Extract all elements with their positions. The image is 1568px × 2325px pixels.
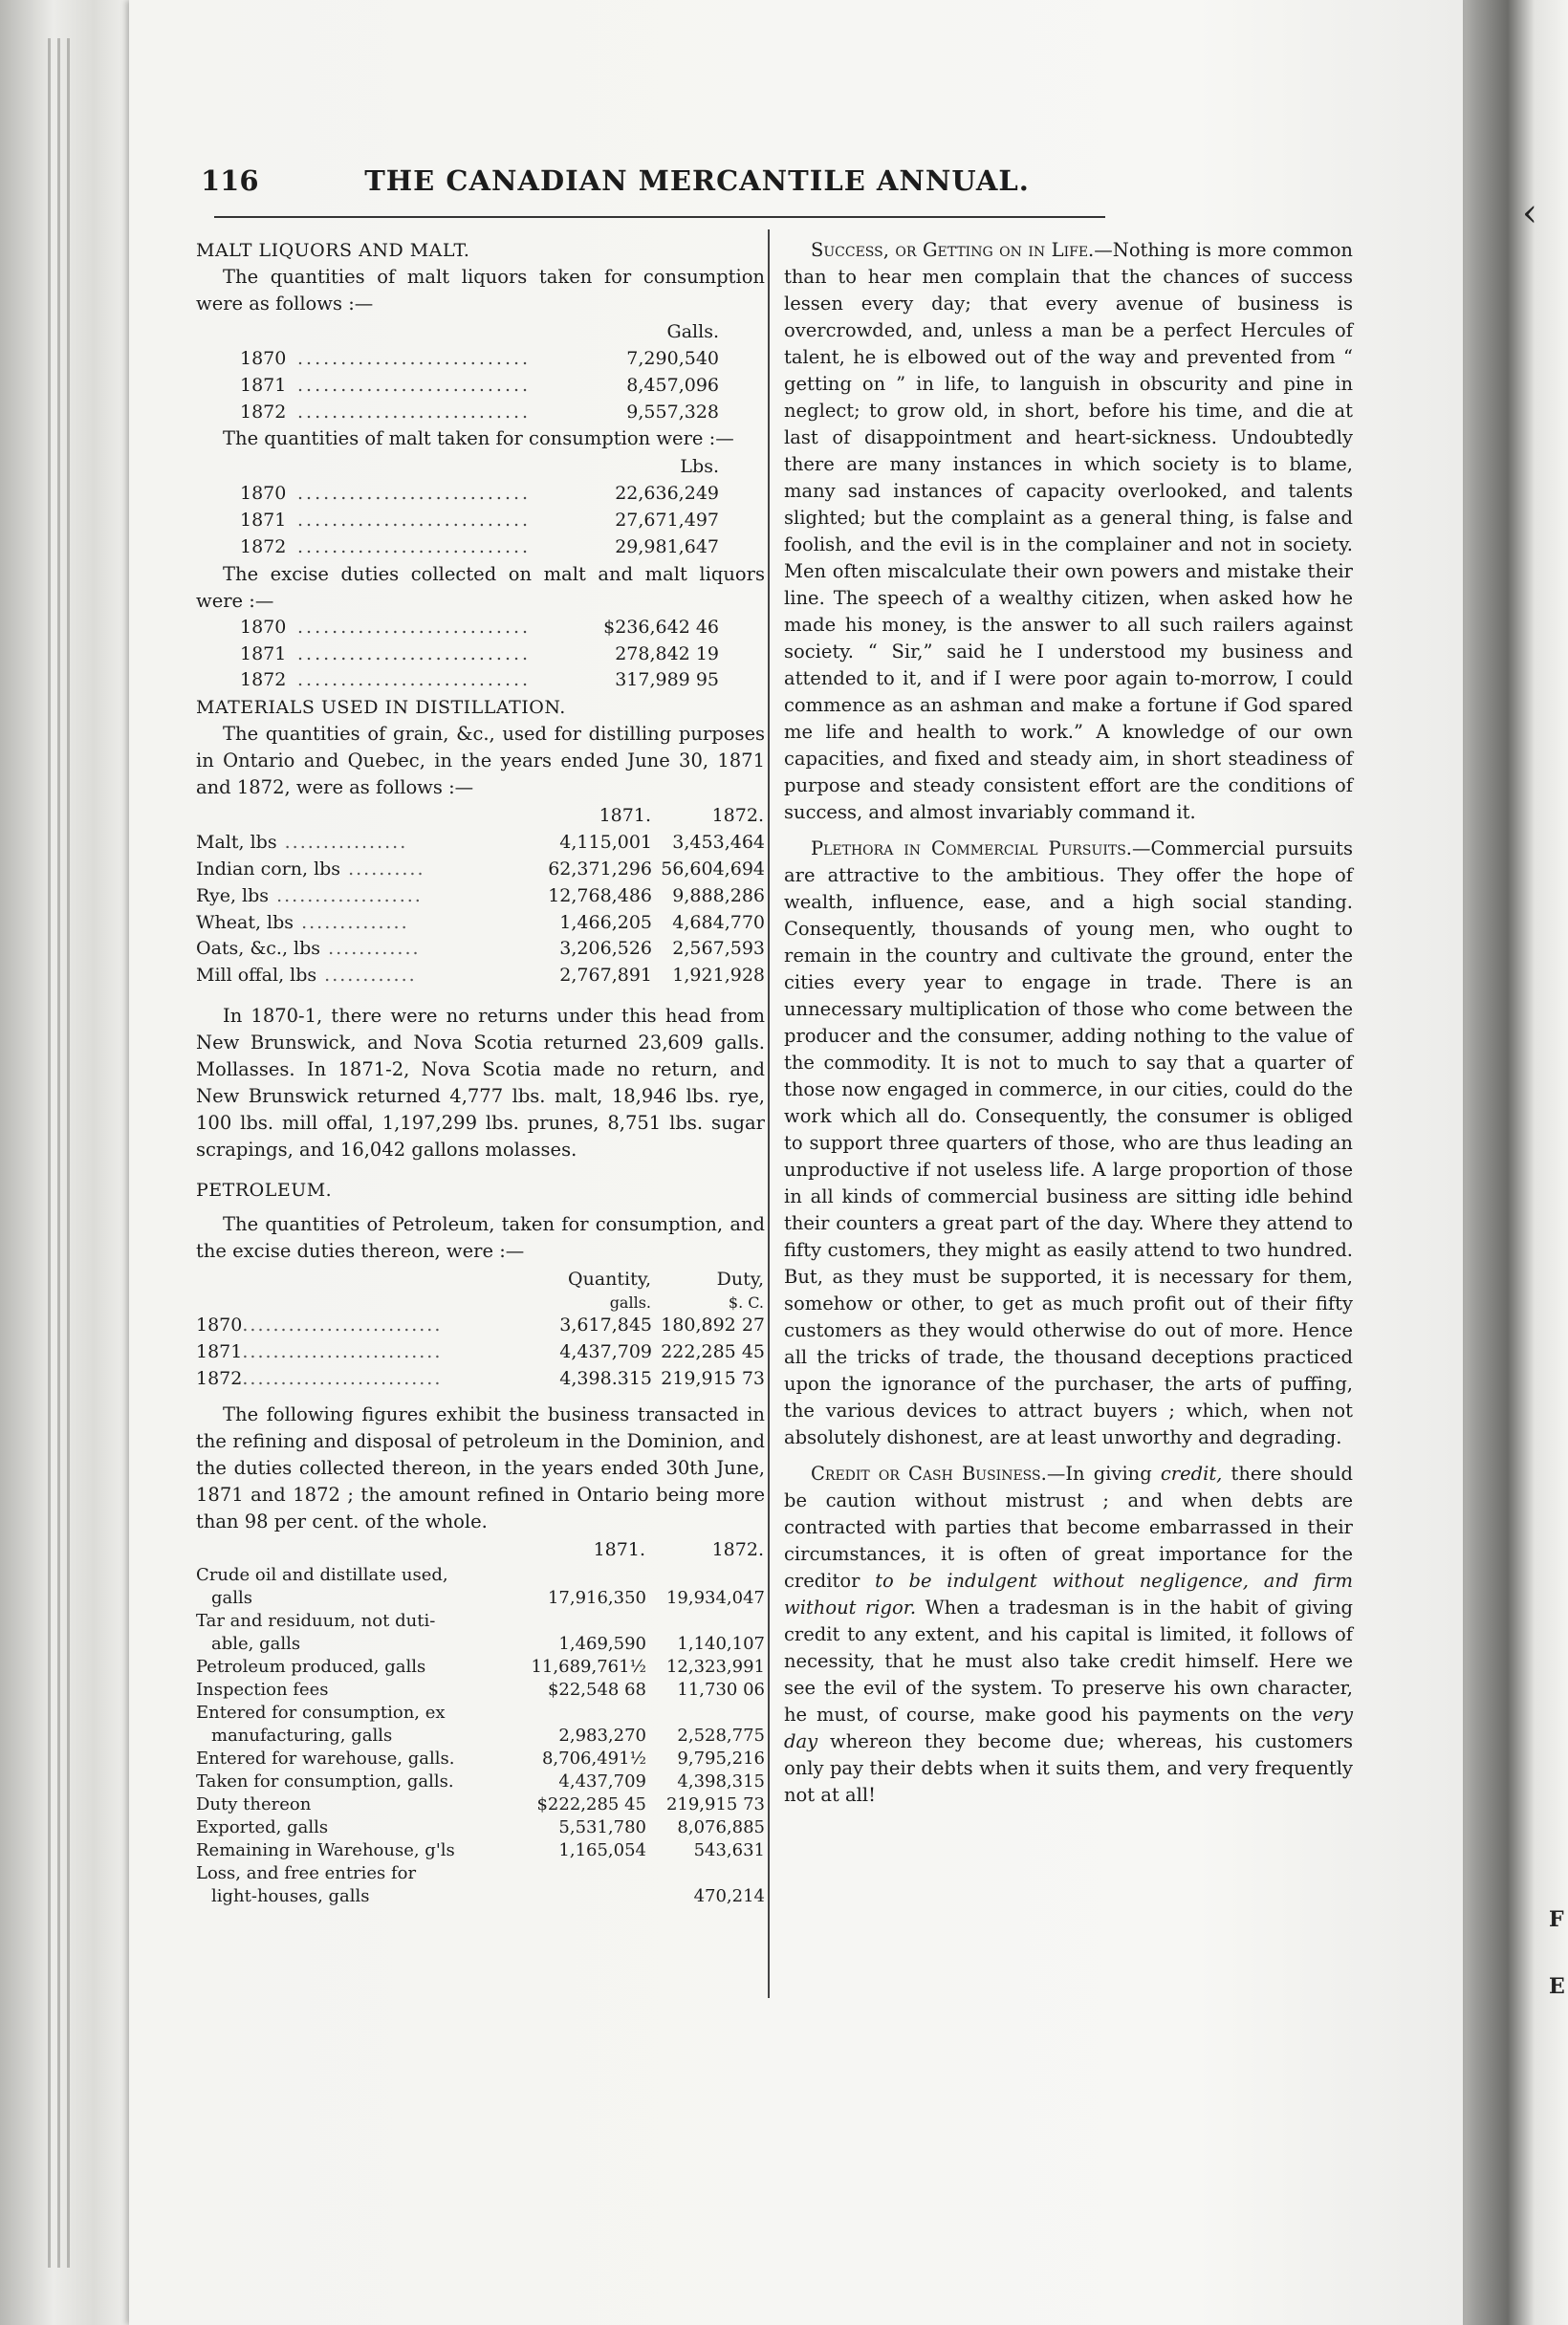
table-row: 1871 ........................... 278,842 19: [240, 642, 719, 664]
right-column: [784, 237, 1353, 1809]
malt-liquors-intro: The quantities of malt liquors taken for consumption were as follows :—: [196, 266, 765, 315]
column-divider: [768, 229, 770, 1998]
page-number: 116: [201, 164, 259, 197]
table-row: 1871 ........................... 27,671,497: [240, 510, 719, 532]
table-row: 1871 ........................... 8,457,096: [240, 374, 719, 396]
left-column: [196, 237, 765, 1908]
table-row: 1870 ........................... 7,290,540: [240, 348, 719, 369]
section-heading-materials: MATERIALS USED IN DISTILLATION.: [196, 697, 566, 719]
column-header: Duty,: [716, 1268, 764, 1290]
table-row: 1872.......................... 4,398.315 219,915 73: [196, 1367, 765, 1389]
table-row: Wheat, lbs .............. 1,466,205 4,684,770: [196, 911, 765, 933]
article-title: Credit or Cash Business.: [811, 1463, 1047, 1485]
table-row: 1870.......................... 3,617,845 180,892 27: [196, 1314, 765, 1336]
refining-table: [196, 1535, 765, 1908]
section-heading-petroleum: PETROLEUM.: [196, 1179, 333, 1201]
petroleum-intro: The quantities of Petroleum, taken for consumption, and the excise duties thereon, were :—: [196, 1212, 765, 1262]
header-rule: [214, 216, 1105, 218]
table-row: Malt, lbs ................ 4,115,001 3,453,464: [196, 832, 765, 854]
unit-label: Galls.: [666, 321, 719, 342]
article-title: Success, or Getting on in Life.: [811, 239, 1095, 261]
column-subheader: galls.: [609, 1293, 651, 1312]
table-row: 1872 ........................... 9,557,328: [240, 401, 719, 423]
table-row: 1870 ........................... $236,642 46: [240, 616, 719, 638]
column-header: 1871.: [593, 1539, 645, 1561]
refining-intro: The following figures exhibit the business transacted in the refining and disposal of petroleum in the Dominion, and the duties collected thereon, in the years ended 30th June, 1871 and 1872 ; the amount refined in Ontario being more than 98 per cent. of the whole.: [196, 1403, 765, 1533]
table-row: Inspection fees $22,548 68 11,730 06: [196, 1680, 765, 1701]
edge-fragment-1: F: [1549, 1907, 1564, 1932]
excise-table: [196, 615, 765, 694]
adjacent-page-edges: [0, 0, 134, 2325]
running-title: THE CANADIAN MERCANTILE ANNUAL.: [364, 164, 1030, 197]
column-header: 1872.: [711, 805, 764, 827]
table-row: 1870 ........................... 22,636,249: [240, 483, 719, 505]
table-row: 1872 ........................... 29,981,647: [240, 535, 719, 557]
table-row: Oats, &c., lbs ............ 3,206,526 2,567,593: [196, 938, 765, 960]
table-row: Loss, and free entries for light-houses, galls 470,214: [196, 1863, 765, 1907]
column-subheader: $. C.: [728, 1293, 764, 1312]
table-row: Entered for warehouse, galls. 8,706,491½ 9,795,216: [196, 1749, 765, 1770]
running-header: [201, 164, 1107, 208]
malt-liquors-table: [196, 317, 765, 425]
article-plethora: Plethora in Commercial Pursuits.—Commercial pursuits are attractive to the ambitious. They offer the hope of wealth, influence, ease, and a high social standing. Consequently, thousands of young men, who ought to remain in the country and cultivate the ground, enter the cities every year to engage in trade. There is an unnecessary multiplication of those who come between the producer and the consumer, adding nothing to the value of the commodity. It is not to much to say that a quarter of those now engaged in commerce, in our cities, could do the work which all do. Consequently, the consumer is obliged to support three quarters of those, who are thus leading an unproductive if not useless life. A large proportion of those in all kinds of commercial business are sitting idle behind their counters a great part of the day. Where they attend to fifty customers, they might as easily attend to two hundred. But, as they must be supported, it is necessary for them, somehow or other, to get as much profit out of their fifty customers as they would otherwise do out of more. Hence all the tricks of trade, the thousand deceptions practiced upon the ignorance of the purchaser, the arts of puffing, the various devices to attract buyers ; which, when not absolutely dishonest, are at least unworthy and degrading.: [784, 837, 1353, 1448]
petroleum-table: [196, 1265, 765, 1392]
table-row: Rye, lbs ................... 12,768,486 9,888,286: [196, 884, 765, 906]
article-title: Plethora in Commercial Pursuits.: [811, 837, 1132, 859]
table-row: Mill offal, lbs ............ 2,767,891 1,921,928: [196, 965, 765, 987]
article-success: Success, or Getting on in Life.—Nothing is more common than to hear men complain that the chances of success lessen every day; that every avenue of business is overcrowded, and, unless a man be a perfect Hercules of talent, he is elbowed out of the way and prevented from “ getting on ” in life, to languish in obscurity and pine in neglect; to grow old, in short, before his time, and die at last of disappointment and heart-sickness. Undoubtedly there are many instances in which society is to blame, many sad instances of capacity overlooked, and talents slighted; but the complaint as a general thing, is false and foolish, and the evil is in the complainer and not in society. Men often miscalculate their own powers and mistake their line. The speech of a wealthy citizen, when asked how he made his money, is the answer to all such railers against society. “ Sir,” said he I understood my business and attended to it, and if I were poor again to-morrow, I could commence as an ashman and make a fortune if God spared me life and health to work.” A knowledge of our own capacities, and fixed and steady aim, in short steadiness of purpose and steady consistent effort are the conditions of success, and almost invariably command it.: [784, 239, 1353, 823]
article-credit: Credit or Cash Business.—In giving credit, there should be caution without mistrust ; and when debts are contracted with parties that become embarrassed in their circumstances, it is often of great importance for the creditor to be indulgent without negligence, and firm without rigor. When a tradesman is in the habit of giving credit to any extent, and his capital is limited, it follows of necessity, that he must also take credit himself. Here we see the evil of the system. To preserve his own character, he must, of course, make good his payments on the very day whereon they become due; whereas, his customers only pay their debts when it suits them, and very frequently not at all!: [784, 1463, 1353, 1806]
materials-table: [196, 801, 765, 989]
table-row: Exported, galls 5,531,780 8,076,885: [196, 1817, 765, 1838]
table-row: 1872 ........................... 317,989 95: [240, 669, 719, 691]
malt-intro: The quantities of malt taken for consumption were :—: [223, 427, 734, 450]
table-row: Petroleum produced, galls 11,689,761½ 12,323,991: [196, 1657, 765, 1678]
table-row: Tar and residuum, not duti- able, galls 1,469,590 1,140,107: [196, 1611, 765, 1655]
unit-label: Lbs.: [680, 456, 719, 478]
materials-note: In 1870-1, there were no returns under this head from New Brunswick, and Nova Scotia returned 23,609 galls. Mollasses. In 1871-2, Nova Scotia made no return, and New Brunswick returned 4,777 lbs. malt, 18,946 lbs. rye, 100 lbs. mill offal, 1,197,299 lbs. prunes, 8,751 lbs. sugar scrapings, and 16,042 gallons molasses.: [196, 1004, 765, 1161]
margin-mark: ‹: [1522, 191, 1537, 235]
table-row: 1871.......................... 4,437,709 222,285 45: [196, 1340, 765, 1362]
column-header: 1872.: [711, 1539, 764, 1561]
column-header: Quantity,: [568, 1268, 651, 1290]
malt-table: [196, 452, 765, 560]
table-row: Entered for consumption, ex manufacturing, galls 2,983,270 2,528,775: [196, 1703, 765, 1747]
table-row: Taken for consumption, galls. 4,437,709 4,398,315: [196, 1771, 765, 1793]
excise-intro: The excise duties collected on malt and malt liquors were :—: [196, 562, 765, 612]
column-header: 1871.: [599, 805, 651, 827]
table-row: Crude oil and distillate used, galls 17,916,350 19,934,047: [196, 1565, 765, 1609]
materials-intro: The quantities of grain, &c., used for distilling purposes in Ontario and Quebec, in the years ended June 30, 1871 and 1872, were as follows :—: [196, 723, 765, 799]
edge-fragment-2: E: [1549, 1974, 1565, 1999]
table-row: Duty thereon $222,285 45 219,915 73: [196, 1794, 765, 1815]
section-heading-malt: MALT LIQUORS AND MALT.: [196, 240, 470, 261]
table-row: Indian corn, lbs .......... 62,371,296 56,604,694: [196, 858, 765, 880]
table-row: Remaining in Warehouse, g'ls 1,165,054 543,631: [196, 1840, 765, 1861]
